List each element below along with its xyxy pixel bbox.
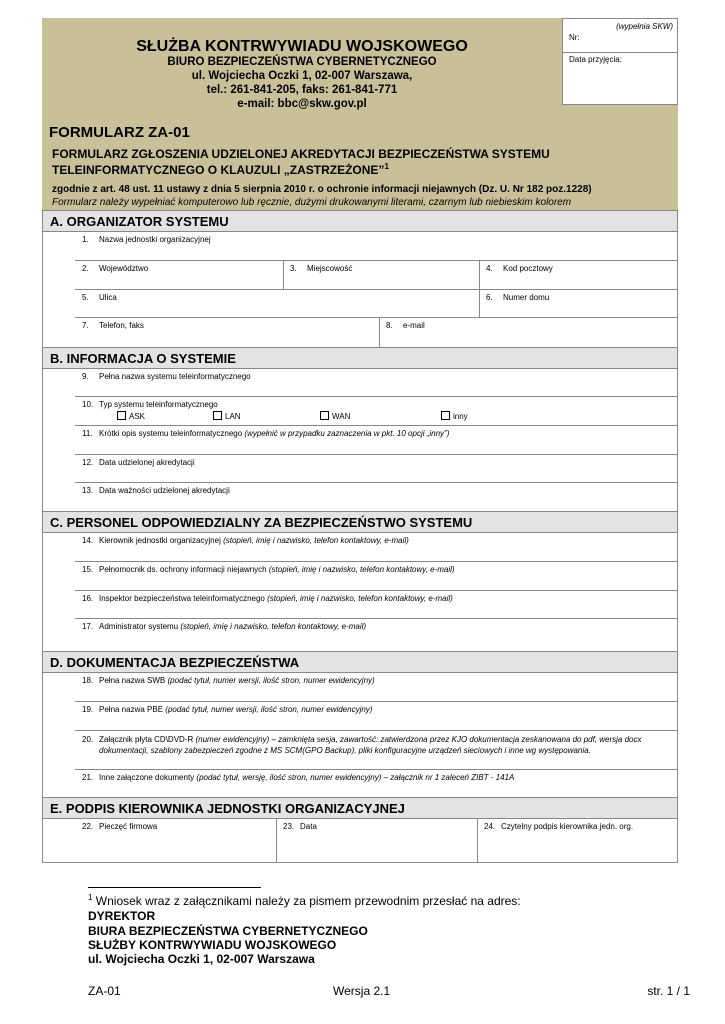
skw-nr-label: Nr:	[569, 33, 580, 42]
checkbox-ask[interactable]	[117, 411, 126, 420]
row-20	[75, 730, 678, 769]
section-c-heading: C. PERSONEL ODPOWIEDZIALNY ZA BEZPIECZEŃSTWO SYSTEMU	[42, 511, 678, 533]
footer-version: Wersja 2.1	[333, 984, 391, 998]
row-1	[75, 232, 678, 260]
field-city[interactable]: 3. Miejscowość	[290, 264, 353, 273]
field-street[interactable]: 5. Ulica	[82, 293, 117, 302]
field-signature[interactable]: 24. Czytelny podpis kierownika jedn. org.	[484, 822, 634, 831]
field-house-number[interactable]: 6. Numer domu	[486, 293, 550, 302]
section-b-heading: B. INFORMACJA O SYSTEMIE	[42, 347, 678, 369]
skw-note: (wypełnia SKW)	[616, 22, 673, 31]
row-9	[75, 369, 678, 396]
field-cd-attachment[interactable]: 20. Załącznik płyta CD\DVD-R (numer ewidencyjny) – zamknięta sesja, zawartość: zatwierdzona przez KJO dokumentacja zeskanowana do pdf, wersja docx dokumentacji, szablony zabezpieczeń zgodne z MS SCM(GPO Backup), pliki konfiguracyjne urządzeń sieciowych i inne wg występowania.	[82, 735, 642, 755]
field-voivodeship[interactable]: 2. Województwo	[82, 264, 149, 273]
legal-basis: zgodnie z art. 48 ust. 11 ustawy z dnia 5 sierpnia 2010 r. o ochronie informacji niejawnych (Dz. U. Nr 182 poz.1228)	[52, 184, 592, 195]
form-title-line2: TELEINFORMATYCZNEGO O KLAUZULI „ZASTRZEŻONE”$^1$	[52, 162, 389, 177]
field-system-type: 10. Typ systemu teleinformatycznego	[82, 400, 218, 409]
row-14	[75, 533, 678, 561]
field-it-security-inspector[interactable]: 16. Inspektor bezpieczeństwa teleinformatycznego (stopień, imię i nazwisko, telefon kontaktowy, e-mail)	[82, 594, 453, 603]
instruction: Formularz należy wypełniać komputerowo lub ręcznie, dużymi drukowanymi literami, czarnym lub niebieskim kolorem	[52, 197, 572, 208]
header-block	[42, 18, 562, 122]
field-pbe-name[interactable]: 19. Pełna nazwa PBE (podać tytuł, numer wersji, ilość stron, numer ewidencyjny)	[82, 705, 373, 714]
row-4	[75, 317, 678, 348]
option-lan[interactable]: LAN	[213, 411, 241, 421]
footnote-line4: ul. Wojciecha Oczki 1, 02-007 Warszawa	[88, 952, 315, 966]
field-system-name[interactable]: 9. Pełna nazwa systemu teleinformatycznego	[82, 372, 251, 381]
option-wan[interactable]: WAN	[320, 411, 350, 421]
option-other[interactable]: inny	[441, 411, 468, 421]
field-company-stamp[interactable]: 22. Pieczęć firmowa	[82, 822, 158, 831]
footnote-text: $^1$ Wniosek wraz z załącznikami należy za pismem przewodnim przesłać na adres:	[88, 893, 521, 908]
row-11	[75, 425, 678, 454]
field-postal-code[interactable]: 4. Kod pocztowy	[486, 264, 553, 273]
row-19	[75, 701, 678, 730]
field-security-officer[interactable]: 15. Pełnomocnik ds. ochrony informacji niejawnych (stopień, imię i nazwisko, telefon kontaktowy, e-mail)	[82, 565, 455, 574]
footnote-line2: BIURA BEZPIECZEŃSTWA CYBERNETYCZNEGO	[88, 924, 368, 938]
field-phone-fax[interactable]: 7. Telefon, faks	[82, 321, 144, 330]
row-2	[75, 260, 678, 289]
row-16	[75, 590, 678, 618]
skw-box	[562, 18, 678, 122]
checkbox-lan[interactable]	[213, 411, 222, 420]
row-15	[75, 561, 678, 590]
field-other-documents[interactable]: 21. Inne załączone dokumenty (podać tytuł, wersję, ilość stron, numer ewidencyjny) – załącznik nr 1 zaleceń ZIBT - 141A	[82, 773, 515, 782]
field-unit-head[interactable]: 14. Kierownik jednostki organizacyjnej (stopień, imię i nazwisko, telefon kontaktowy, e-mail)	[82, 536, 409, 545]
bureau-name: BIURO BEZPIECZEŃSTWA CYBERNETYCZNEGO	[167, 56, 437, 68]
field-accreditation-date[interactable]: 12. Data udzielonej akredytacji	[82, 458, 195, 467]
row-18	[75, 673, 678, 701]
footnote-line3: SŁUŻBY KONTRWYWIADU WOJSKOWEGO	[88, 938, 337, 952]
row-signature	[75, 819, 678, 863]
address: ul. Wojciecha Oczki 1, 02-007 Warszawa,	[191, 70, 413, 82]
footnote-separator	[88, 887, 261, 888]
field-org-name[interactable]: 1. Nazwa jednostki organizacyjnej	[82, 235, 211, 244]
section-d-heading: D. DOKUMENTACJA BEZPIECZEŃSTWA	[42, 651, 678, 673]
footer-form-code: ZA-01	[88, 984, 121, 998]
option-ask[interactable]: ASK	[117, 411, 145, 421]
row-3	[75, 289, 678, 317]
field-system-administrator[interactable]: 17. Administrator systemu (stopień, imię i nazwisko, telefon kontaktowy, e-mail)	[82, 622, 367, 631]
field-email[interactable]: 8. e-mail	[386, 321, 425, 330]
email: e-mail: bbc@skw.gov.pl	[237, 98, 367, 110]
title-band	[42, 122, 678, 210]
field-accreditation-expiry[interactable]: 13. Data ważności udzielonej akredytacji	[82, 486, 230, 495]
phones: tel.: 261-841-205, faks: 261-841-771	[206, 84, 398, 96]
field-system-description[interactable]: 11. Krótki opis systemu teleinformatycznego (wypełnić w przypadku zaznaczenia w pkt. 10 opcji „inny”)	[82, 429, 450, 438]
section-e-heading: E. PODPIS KIEROWNIKA JEDNOSTKI ORGANIZACYJNEJ	[42, 797, 678, 819]
org-name: SŁUŻBA KONTRWYWIADU WOJSKOWEGO	[136, 38, 468, 55]
field-date[interactable]: 23. Data	[283, 822, 317, 831]
row-17	[75, 618, 678, 651]
footer-page-number: str. 1 / 1	[647, 984, 690, 998]
checkbox-wan[interactable]	[320, 411, 329, 420]
row-10	[75, 396, 678, 425]
row-13	[75, 482, 678, 511]
skw-date-label: Data przyjęcia:	[569, 55, 622, 64]
field-swb-name[interactable]: 18. Pełna nazwa SWB (podać tytuł, numer wersji, ilość stron, numer ewidencyjny)	[82, 676, 375, 685]
row-12	[75, 454, 678, 482]
form-title-line1: FORMULARZ ZGŁOSZENIA UDZIELONEJ AKREDYTACJI BEZPIECZEŃSTWA SYSTEMU	[52, 147, 550, 161]
checkbox-other[interactable]	[441, 411, 450, 420]
form-code: FORMULARZ ZA-01	[49, 124, 190, 141]
footnote-ref: 1	[384, 162, 389, 171]
footnote-line1: DYREKTOR	[88, 909, 156, 923]
row-21	[75, 769, 678, 797]
section-a-heading: A. ORGANIZATOR SYSTEMU	[42, 210, 678, 232]
